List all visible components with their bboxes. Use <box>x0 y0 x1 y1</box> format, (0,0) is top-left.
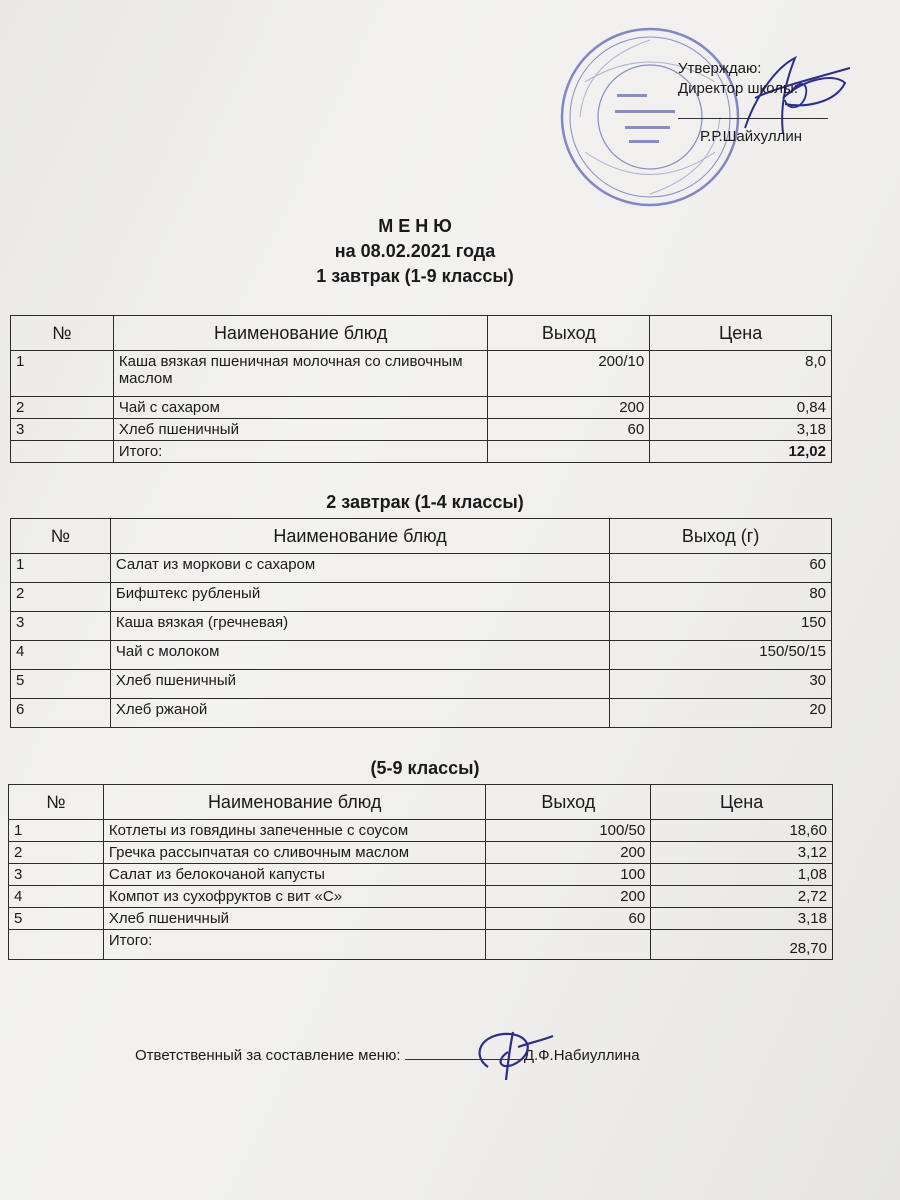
director-name: Р.Р.Шайхуллин <box>700 128 802 145</box>
col-price-header: Цена <box>650 316 832 351</box>
dish-price: 18,60 <box>651 820 833 842</box>
dish-yield: 30 <box>610 670 832 699</box>
breakfast2-title: 2 завтрак (1-4 классы) <box>326 492 524 512</box>
dish-name: Котлеты из говядины запеченные с соусом <box>103 820 486 842</box>
table-row <box>9 864 833 886</box>
table-row <box>11 419 832 441</box>
row-number: 4 <box>11 641 111 670</box>
dish-name: Хлеб пшеничный <box>103 908 486 930</box>
col-name-header: Наименование блюд <box>113 316 488 351</box>
col-yield-header: Выход <box>486 785 651 820</box>
row-number: 4 <box>9 886 104 908</box>
total-label: Итого: <box>103 930 486 960</box>
row-number: 3 <box>9 864 104 886</box>
row-number: 2 <box>11 397 114 419</box>
table-row <box>9 820 833 842</box>
col-yield-header: Выход <box>488 316 650 351</box>
total-row <box>11 441 832 463</box>
dish-name: Гречка рассыпчатая со сливочным маслом <box>103 842 486 864</box>
dish-yield: 20 <box>610 699 832 728</box>
total-empty-cell <box>9 930 104 960</box>
table-row <box>11 554 832 583</box>
responsible-label: Ответственный за составление меню: <box>135 1047 401 1064</box>
dish-name: Салат из моркови с сахаром <box>110 554 609 583</box>
dish-price: 3,18 <box>650 419 832 441</box>
row-number: 2 <box>9 842 104 864</box>
table-row <box>9 886 833 908</box>
menu-date: на 08.02.2021 года <box>334 241 496 261</box>
row-number: 6 <box>11 699 111 728</box>
col-yield-header: Выход (г) <box>610 519 832 554</box>
table-row <box>9 842 833 864</box>
table-header-row <box>11 316 832 351</box>
approval-line-2: Директор школы: <box>678 80 798 97</box>
dish-yield: 200 <box>488 397 650 419</box>
row-number: 5 <box>9 908 104 930</box>
row-number: 1 <box>9 820 104 842</box>
approval-line-1: Утверждаю: <box>678 60 762 77</box>
col-price-header: Цена <box>651 785 833 820</box>
total-value: 28,70 <box>651 930 833 960</box>
table-header-row <box>9 785 833 820</box>
total-row <box>9 930 833 960</box>
approval-block <box>600 30 880 210</box>
responsible-signature <box>458 1022 568 1082</box>
total-empty-cell <box>486 930 651 960</box>
breakfast1-title: 1 завтрак (1-9 классы) <box>316 266 514 286</box>
menu-title-block <box>0 214 830 289</box>
table-header-row <box>11 519 832 554</box>
dish-name: Компот из сухофруктов с вит «С» <box>103 886 486 908</box>
table-row <box>11 641 832 670</box>
dish-name: Чай с сахаром <box>113 397 488 419</box>
menu-title: М Е Н Ю <box>378 216 452 236</box>
dish-name: Хлеб пшеничный <box>113 419 488 441</box>
row-number: 3 <box>11 612 111 641</box>
row-number: 1 <box>11 554 111 583</box>
grades5-9-table <box>8 784 833 960</box>
dish-name: Чай с молоком <box>110 641 609 670</box>
table-row <box>11 612 832 641</box>
total-value: 12,02 <box>650 441 832 463</box>
breakfast1-table <box>10 315 832 463</box>
dish-yield: 60 <box>486 908 651 930</box>
total-empty-cell <box>11 441 114 463</box>
dish-yield: 80 <box>610 583 832 612</box>
grades5-9-title: (5-9 классы) <box>370 758 480 778</box>
dish-name: Каша вязкая пшеничная молочная со сливочным маслом <box>113 351 488 397</box>
dish-price: 1,08 <box>651 864 833 886</box>
table-row <box>11 397 832 419</box>
table-row <box>11 351 832 397</box>
row-number: 1 <box>11 351 114 397</box>
signature-rule <box>678 118 828 119</box>
total-label: Итого: <box>113 441 488 463</box>
total-empty-cell <box>488 441 650 463</box>
col-number-header: № <box>11 316 114 351</box>
dish-name: Каша вязкая (гречневая) <box>110 612 609 641</box>
table-row <box>9 908 833 930</box>
dish-name: Бифштекс рубленый <box>110 583 609 612</box>
dish-name: Салат из белокочаной капусты <box>103 864 486 886</box>
col-number-header: № <box>11 519 111 554</box>
table-row <box>11 583 832 612</box>
dish-price: 3,12 <box>651 842 833 864</box>
dish-price: 8,0 <box>650 351 832 397</box>
col-name-header: Наименование блюд <box>110 519 609 554</box>
dish-yield: 100 <box>486 864 651 886</box>
col-name-header: Наименование блюд <box>103 785 486 820</box>
dish-name: Хлеб пшеничный <box>110 670 609 699</box>
responsible-name: Д.Ф.Набиуллина <box>523 1047 640 1064</box>
dish-yield: 200/10 <box>488 351 650 397</box>
dish-yield: 150 <box>610 612 832 641</box>
dish-price: 3,18 <box>651 908 833 930</box>
row-number: 2 <box>11 583 111 612</box>
row-number: 5 <box>11 670 111 699</box>
dish-yield: 60 <box>610 554 832 583</box>
dish-yield: 60 <box>488 419 650 441</box>
row-number: 3 <box>11 419 114 441</box>
dish-price: 0,84 <box>650 397 832 419</box>
dish-yield: 100/50 <box>486 820 651 842</box>
table-row <box>11 699 832 728</box>
col-number-header: № <box>9 785 104 820</box>
dish-yield: 200 <box>486 842 651 864</box>
dish-price: 2,72 <box>651 886 833 908</box>
dish-name: Хлеб ржаной <box>110 699 609 728</box>
dish-yield: 150/50/15 <box>610 641 832 670</box>
dish-yield: 200 <box>486 886 651 908</box>
table-row <box>11 670 832 699</box>
breakfast2-table <box>10 518 832 728</box>
